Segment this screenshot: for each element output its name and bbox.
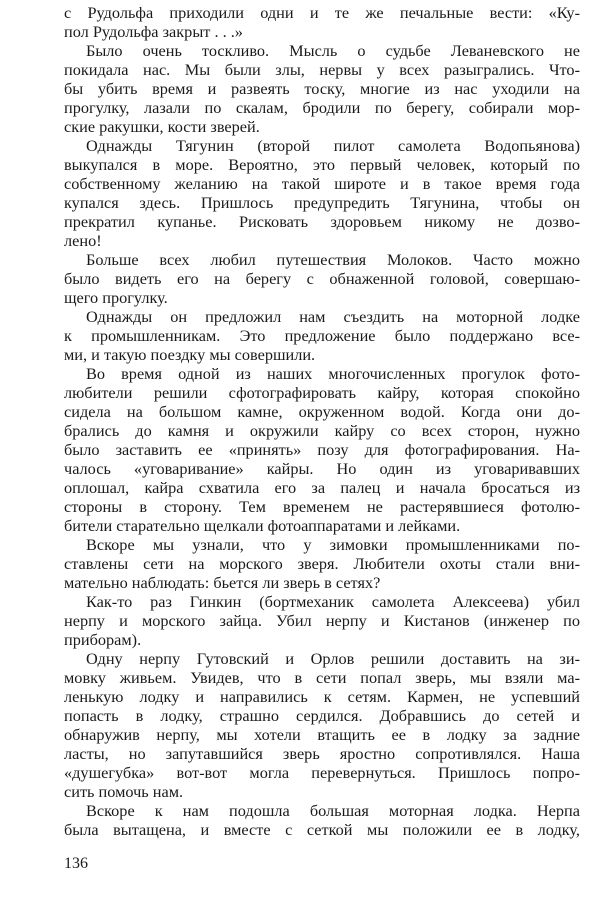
paragraph	[64, 3, 580, 41]
text-line: Вскоре к нам подошла большая моторная лодка. Нерпа	[86, 801, 580, 820]
paragraph	[64, 41, 580, 136]
text-line: ские ракушки, кости зверей.	[64, 117, 260, 136]
text-line: стороны в сторону. Тем временем не растерявшиеся фотолю-	[64, 497, 580, 516]
text-line: прекратил купанье. Рисковать здоровьем никому не дозво-	[64, 212, 580, 231]
paragraph	[64, 250, 580, 307]
text-line: ленькую лодку и направились к сетям. Кармен, не успевший	[64, 687, 580, 706]
text-line: купался здесь. Пришлось предупредить Тягунина, чтобы он	[64, 193, 580, 212]
text-line: было заставить ее «принять» позу для фотографирования. На-	[64, 440, 580, 459]
text-line: Как-то раз Гинкин (бортмеханик самолета Алексеева) убил	[86, 592, 580, 611]
paragraph	[64, 801, 580, 839]
paragraph	[64, 649, 580, 801]
text-line: лено!	[64, 231, 102, 250]
text-line: оплошал, кайра схватила его за палец и начала бросаться из	[64, 478, 580, 497]
text-line: Больше всех любил путешествия Молоков. Часто можно	[86, 250, 580, 269]
paragraph	[64, 364, 580, 535]
paragraph	[64, 307, 580, 364]
text-line: бители старательно щелкали фотоаппаратами и лейками.	[64, 516, 461, 535]
text-line: бы убить время и развеять тоску, многие из нас уходили на	[64, 79, 580, 98]
text-line: к промышленникам. Это предложение было поддержано все-	[64, 326, 580, 345]
text-line: покидала нас. Мы были злы, нервы у всех разыгрались. Что-	[64, 60, 580, 79]
text-line: выкупался в море. Вероятно, это первый человек, который по	[64, 155, 580, 174]
text-line: обнаружив нерпу, мы хотели втащить ее в лодку за задние	[64, 725, 580, 744]
text-line: чалось «уговаривание» кайры. Но один из уговаривавших	[64, 459, 580, 478]
text-line: Однажды Тягунин (второй пилот самолета Водопьянова)	[86, 136, 580, 155]
paragraph	[64, 535, 580, 592]
text-line: Одну нерпу Гутовский и Орлов решили доставить на зи-	[86, 649, 580, 668]
text-line: сить помочь нам.	[64, 782, 184, 801]
text-line: было видеть его на берегу с обнаженной головой, совершаю-	[64, 269, 580, 288]
text-line: попасть в лодку, страшно сердился. Добравшись до сетей и	[64, 706, 580, 725]
text-line: приборам).	[64, 630, 142, 649]
text-line: щего прогулку.	[64, 288, 168, 307]
book-page-text	[64, 3, 580, 839]
text-line: Во время одной из наших многочисленных прогулок фото-	[86, 364, 580, 383]
page-number: 136	[64, 855, 88, 872]
text-line: прогулку, лазали по скалам, бродили по берегу, собирали мор-	[64, 98, 580, 117]
text-line: мовку живьем. Увидев, что в сети попал зверь, мы взяли ма-	[64, 668, 580, 687]
text-line: брались до камня и окружили кайру со всех сторон, нужно	[64, 421, 580, 440]
paragraph	[64, 592, 580, 649]
text-line: сидела на большом камне, окруженном водой. Когда они до-	[64, 402, 580, 421]
text-line: Однажды он предложил нам съездить на моторной лодке	[86, 307, 580, 326]
text-line: мательно наблюдать: бьется ли зверь в сетях?	[64, 573, 381, 592]
text-line: любители решили сфотографировать кайру, которая спокойно	[64, 383, 580, 402]
text-line: с Рудольфа приходили одни и те же печальные вести: «Ку-	[64, 3, 580, 22]
text-line: ласты, но запутавшийся зверь яростно сопротивлялся. Наша	[64, 744, 580, 763]
paragraph	[64, 136, 580, 250]
text-line: пол Рудольфа закрыт . . .»	[64, 22, 243, 41]
text-line: ставлены сети на морского зверя. Любители охоты стали вни-	[64, 554, 580, 573]
text-line: Вскоре мы узнали, что у зимовки промышленниками по-	[86, 535, 580, 554]
text-line: ми, и такую поездку мы совершили.	[64, 345, 316, 364]
text-line: Было очень тоскливо. Мысль о судьбе Леваневского не	[86, 41, 580, 60]
text-line: «душегубка» вот-вот могла перевернуться. Пришлось попро-	[64, 763, 580, 782]
text-line: нерпу и морского зайца. Убил нерпу и Кистанов (инженер по	[64, 611, 580, 630]
text-line: собственному желанию на такой широте и в такое время года	[64, 174, 580, 193]
text-line: была вытащена, и вместе с сеткой мы положили ее в лодку,	[64, 820, 580, 839]
